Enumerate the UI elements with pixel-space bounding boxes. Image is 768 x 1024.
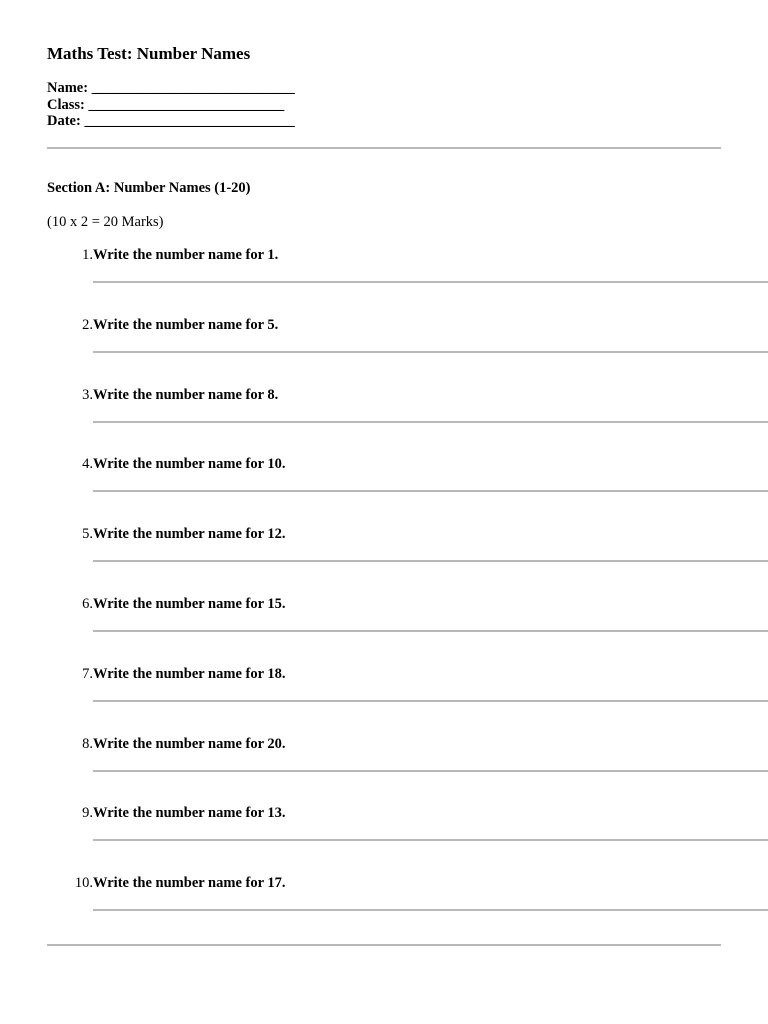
question-item [47, 247, 768, 317]
bottom-divider [47, 944, 721, 946]
question-text: Write the number name for 18. [93, 665, 286, 682]
date-line: Date: _____________________________ [47, 113, 295, 129]
answer-line[interactable] [93, 281, 768, 283]
student-info [47, 80, 295, 130]
page-title: Maths Test: Number Names [47, 44, 251, 63]
question-item [47, 666, 768, 736]
question-number: 4. [82, 456, 93, 473]
answer-line[interactable] [93, 351, 768, 353]
question-item [47, 736, 768, 806]
answer-line[interactable] [93, 421, 768, 423]
question-text: Write the number name for 8. [93, 386, 279, 403]
answer-line[interactable] [93, 560, 768, 562]
section-marks: (10 x 2 = 20 Marks) [47, 214, 164, 230]
question-item [47, 596, 768, 666]
question-text: Write the number name for 1. [93, 247, 279, 263]
question-item [47, 317, 768, 387]
question-number: 10. [74, 875, 93, 892]
question-number: 2. [82, 316, 93, 333]
question-text: Write the number name for 20. [93, 735, 286, 752]
answer-line[interactable] [93, 839, 768, 841]
question-text: Write the number name for 17. [93, 875, 286, 892]
question-number: 3. [82, 386, 93, 403]
question-number: 5. [82, 526, 93, 543]
name-line: Name: ____________________________ [47, 80, 295, 96]
question-list [47, 247, 768, 945]
question-number: 9. [82, 805, 93, 822]
question-text: Write the number name for 5. [93, 316, 279, 333]
answer-line[interactable] [93, 630, 768, 632]
top-divider [47, 147, 721, 149]
question-text: Write the number name for 13. [93, 805, 286, 822]
question-item [47, 875, 768, 945]
answer-line[interactable] [93, 700, 768, 702]
section-heading: Section A: Number Names (1-20) [47, 180, 251, 196]
answer-line[interactable] [93, 909, 768, 911]
question-number: 8. [82, 735, 93, 752]
question-text: Write the number name for 10. [93, 456, 286, 473]
answer-line[interactable] [93, 770, 768, 772]
question-text: Write the number name for 12. [93, 526, 286, 543]
question-number: 1. [82, 247, 93, 263]
question-item [47, 456, 768, 526]
answer-line[interactable] [93, 490, 768, 492]
class-line: Class: ___________________________ [47, 96, 285, 113]
question-item [47, 526, 768, 596]
question-item [47, 387, 768, 457]
question-item [47, 805, 768, 875]
question-number: 7. [82, 665, 93, 682]
question-number: 6. [82, 595, 93, 612]
question-text: Write the number name for 15. [93, 595, 286, 612]
